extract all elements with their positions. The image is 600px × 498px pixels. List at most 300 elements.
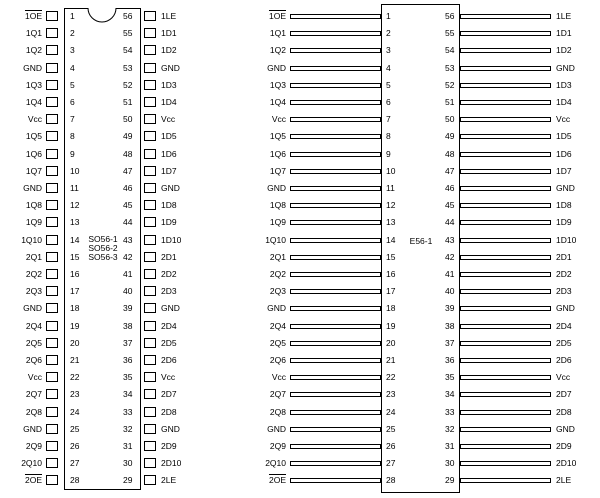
so56-pin-number-7: 7 — [70, 114, 75, 125]
so56-pin-label-44: 1D9 — [161, 217, 177, 228]
e56-pin-2-lead — [290, 31, 381, 36]
e56-pin-number-6: 6 — [386, 97, 391, 107]
e56-pin-46-lead — [460, 186, 551, 191]
so56-pin-31-lead — [144, 441, 156, 451]
so56-pin-label-8: 1Q5 — [25, 131, 42, 142]
e56-pin-9-lead — [290, 152, 381, 157]
e56-pin-number-10: 10 — [386, 165, 396, 176]
so56-pin-6-lead — [46, 97, 58, 107]
e56-pin-40-lead — [460, 289, 551, 294]
e56-package-body — [381, 4, 460, 493]
e56-pin-56-lead — [460, 14, 551, 19]
e56-pin-number-45: 45 — [445, 200, 455, 211]
e56-pin-label-17: 2Q3 — [269, 286, 286, 297]
e56-pin-label-38: 2D4 — [556, 320, 572, 331]
so56-pin-number-12: 12 — [70, 200, 80, 211]
e56-pin-number-54: 54 — [445, 45, 455, 56]
so56-pin-7-lead — [46, 114, 58, 124]
so56-pin-label-52: 1D3 — [161, 79, 177, 90]
so56-pin-number-1: 1 — [70, 11, 75, 21]
e56-pin-label-56: 1LE — [556, 11, 572, 21]
e56-pin-number-44: 44 — [445, 217, 455, 228]
so56-pin-number-30: 30 — [123, 458, 133, 469]
e56-pin-label-8: 1Q5 — [269, 131, 286, 142]
so56-pin-35-lead — [144, 372, 156, 382]
so56-pin-14-lead — [46, 235, 58, 245]
so56-pin-number-26: 26 — [70, 441, 80, 451]
e56-pin-label-46: GND — [556, 183, 575, 193]
so56-pin-label-7: Vcc — [27, 114, 42, 125]
e56-pin-label-19: 2Q4 — [269, 320, 286, 331]
e56-pin-number-13: 13 — [386, 217, 396, 228]
so56-pin-label-21: 2Q6 — [25, 355, 42, 365]
e56-pin-label-2: 1Q1 — [269, 28, 286, 39]
so56-pin-27-lead — [46, 458, 58, 468]
so56-pin-label-12: 1Q8 — [25, 200, 42, 211]
so56-pin-9-lead — [46, 149, 58, 159]
e56-pin-number-46: 46 — [445, 183, 455, 193]
so56-pin-number-22: 22 — [70, 372, 80, 383]
so56-pin-label-24: 2Q8 — [25, 406, 42, 417]
e56-pin-number-52: 52 — [445, 79, 455, 90]
so56-pin-label-47: 1D7 — [161, 165, 177, 176]
e56-pin-number-11: 11 — [386, 183, 395, 193]
so56-pin-22-lead — [46, 372, 58, 382]
e56-pin-number-16: 16 — [386, 269, 396, 279]
e56-pin-label-48: 1D6 — [556, 148, 572, 159]
so56-pin-number-28: 28 — [70, 475, 80, 486]
so56-pin-19-lead — [46, 321, 58, 331]
so56-pin-17-lead — [46, 286, 58, 296]
so56-pin-11-lead — [46, 183, 58, 193]
e56-pin-number-37: 37 — [445, 337, 455, 348]
e56-pin-23-lead — [290, 392, 381, 397]
so56-pin-number-42: 42 — [123, 251, 133, 262]
so56-pin-number-3: 3 — [70, 45, 75, 56]
e56-pin-50-lead — [460, 117, 551, 122]
e56-pin-label-29: 2LE — [556, 475, 572, 486]
so56-pin-number-17: 17 — [70, 286, 80, 297]
e56-pin-number-51: 51 — [445, 97, 455, 107]
e56-pin-number-48: 48 — [445, 148, 455, 159]
so56-pin-label-35: Vcc — [161, 372, 176, 383]
e56-pin-label-20: 2Q5 — [269, 337, 286, 348]
e56-pin-13-lead — [290, 220, 381, 225]
so56-pin-label-27: 2Q10 — [21, 458, 42, 469]
so56-pin-number-19: 19 — [70, 320, 80, 331]
so56-pin-number-56: 56 — [123, 11, 133, 21]
e56-pin-number-27: 27 — [386, 458, 396, 469]
so56-pin-label-34: 2D7 — [161, 389, 177, 400]
so56-pin-label-37: 2D5 — [161, 337, 177, 348]
e56-pin-label-13: 1Q9 — [269, 217, 286, 228]
e56-pin-14-lead — [290, 238, 381, 243]
so56-pin-48-lead — [144, 149, 156, 159]
so56-pin-number-16: 16 — [70, 269, 80, 279]
e56-pin-29-lead — [460, 478, 551, 483]
e56-pin-54-lead — [460, 48, 551, 53]
e56-pin-number-14: 14 — [386, 234, 396, 245]
e56-pin-number-22: 22 — [386, 372, 396, 383]
e56-pin-number-3: 3 — [386, 45, 391, 56]
so56-pin-54-lead — [144, 45, 156, 55]
so56-pin-number-45: 45 — [123, 200, 133, 211]
e56-pin-label-9: 1Q6 — [269, 148, 286, 159]
so56-pin-number-53: 53 — [123, 62, 133, 73]
so56-pin-43-lead — [144, 235, 156, 245]
e56-pin-number-2: 2 — [386, 28, 391, 39]
so56-pin-23-lead — [46, 389, 58, 399]
so56-pin-number-5: 5 — [70, 79, 75, 90]
e56-pin-number-29: 29 — [445, 475, 455, 486]
e56-pin-25-lead — [290, 427, 381, 432]
so56-pin-number-20: 20 — [70, 337, 80, 348]
e56-pin-35-lead — [460, 375, 551, 380]
so56-pin-label-51: 1D4 — [161, 97, 177, 107]
e56-pin-number-17: 17 — [386, 286, 396, 297]
e56-pin-number-41: 41 — [445, 269, 455, 279]
so56-pin-number-52: 52 — [123, 79, 133, 90]
so56-pin-39-lead — [144, 303, 156, 313]
e56-pin-label-36: 2D6 — [556, 355, 572, 365]
so56-pin-30-lead — [144, 458, 156, 468]
e56-pin-8-lead — [290, 134, 381, 139]
so56-pin-49-lead — [144, 131, 156, 141]
e56-pin-36-lead — [460, 358, 551, 363]
e56-pin-18-lead — [290, 306, 381, 311]
so56-pin-label-9: 1Q6 — [25, 148, 42, 159]
e56-pin-number-26: 26 — [386, 441, 396, 451]
so56-pin-number-13: 13 — [70, 217, 80, 228]
so56-pin-label-13: 1Q9 — [25, 217, 42, 228]
e56-pin-label-37: 2D5 — [556, 337, 572, 348]
e56-pin-number-49: 49 — [445, 131, 455, 142]
e56-pin-6-lead — [290, 100, 381, 105]
so56-pin-25-lead — [46, 424, 58, 434]
e56-pin-39-lead — [460, 306, 551, 311]
so56-pin-12-lead — [46, 200, 58, 210]
e56-pin-label-33: 2D8 — [556, 406, 572, 417]
so56-pin-label-5: 1Q3 — [25, 79, 42, 90]
so56-pin-number-2: 2 — [70, 28, 75, 39]
so56-pin-2-lead — [46, 28, 58, 38]
e56-pin-label-41: 2D2 — [556, 269, 572, 279]
so56-pin-13-lead — [46, 217, 58, 227]
so56-pin-50-lead — [144, 114, 156, 124]
e56-pin-number-28: 28 — [386, 475, 396, 486]
so56-pin-number-32: 32 — [123, 423, 133, 434]
e56-pin-label-25: GND — [267, 423, 286, 434]
e56-pin-label-49: 1D5 — [556, 131, 572, 142]
e56-pin-number-42: 42 — [445, 251, 455, 262]
so56-pin-37-lead — [144, 338, 156, 348]
so56-pin-number-8: 8 — [70, 131, 75, 142]
e56-pin-number-30: 30 — [445, 458, 455, 469]
so56-pin-52-lead — [144, 80, 156, 90]
e56-pin-number-40: 40 — [445, 286, 455, 297]
so56-pin-label-15: 2Q1 — [25, 251, 42, 262]
so56-pin-38-lead — [144, 321, 156, 331]
so56-pin-number-29: 29 — [123, 475, 133, 486]
so56-pin-10-lead — [46, 166, 58, 176]
e56-pin-number-47: 47 — [445, 165, 455, 176]
so56-pin-label-36: 2D6 — [161, 355, 177, 365]
so56-pin-number-36: 36 — [123, 355, 133, 365]
e56-pin-label-6: 1Q4 — [269, 97, 286, 107]
so56-pin-5-lead — [46, 80, 58, 90]
so56-pin-label-42: 2D1 — [161, 251, 177, 262]
e56-pin-21-lead — [290, 358, 381, 363]
so56-pin-51-lead — [144, 97, 156, 107]
e56-pin-label-54: 1D2 — [556, 45, 572, 56]
so56-pin-40-lead — [144, 286, 156, 296]
e56-pin-label-3: 1Q2 — [269, 45, 286, 56]
e56-pin-label-52: 1D3 — [556, 79, 572, 90]
e56-pin-number-21: 21 — [386, 355, 396, 365]
e56-pin-number-32: 32 — [445, 423, 455, 434]
so56-pin-label-38: 2D4 — [161, 320, 177, 331]
e56-pin-label-28: 2OE — [268, 475, 286, 486]
e56-pin-41-lead — [460, 272, 551, 277]
e56-pin-31-lead — [460, 444, 551, 449]
e56-pin-52-lead — [460, 83, 551, 88]
e56-pin-number-35: 35 — [445, 372, 455, 383]
e56-pin-10-lead — [290, 169, 381, 174]
e56-package-label: E56-1 — [409, 236, 433, 246]
so56-pin-number-50: 50 — [123, 114, 133, 125]
so56-pin-number-25: 25 — [70, 423, 80, 434]
e56-pin-label-27: 2Q10 — [265, 458, 286, 469]
so56-pin-label-31: 2D9 — [161, 441, 177, 451]
e56-pin-number-7: 7 — [386, 114, 391, 125]
so56-pin-label-22: Vcc — [27, 372, 42, 383]
e56-pin-34-lead — [460, 392, 551, 397]
so56-pin-label-6: 1Q4 — [25, 97, 42, 107]
so56-pin-label-39: GND — [161, 303, 180, 314]
so56-pin-label-49: 1D5 — [161, 131, 177, 142]
e56-pin-7-lead — [290, 117, 381, 122]
so56-pin-number-10: 10 — [70, 165, 80, 176]
so56-pin-number-44: 44 — [123, 217, 133, 228]
e56-pin-label-55: 1D1 — [556, 28, 572, 39]
e56-pin-label-47: 1D7 — [556, 165, 572, 176]
e56-pin-number-15: 15 — [386, 251, 396, 262]
so56-pin-36-lead — [144, 355, 156, 365]
so56-pin-number-33: 33 — [123, 406, 133, 417]
e56-pin-15-lead — [290, 255, 381, 260]
e56-pin-label-50: Vcc — [556, 114, 571, 125]
e56-pin-label-51: 1D4 — [556, 97, 572, 107]
so56-pin-21-lead — [46, 355, 58, 365]
e56-pin-label-26: 2Q9 — [269, 441, 286, 451]
so56-pin-label-50: Vcc — [161, 114, 176, 125]
so56-pin-label-41: 2D2 — [161, 269, 177, 279]
so56-pin-number-4: 4 — [70, 62, 75, 73]
so56-pin-label-11: GND — [23, 183, 42, 193]
e56-pin-number-56: 56 — [445, 11, 455, 21]
so56-pin-16-lead — [46, 269, 58, 279]
so56-pin-label-56: 1LE — [161, 11, 177, 21]
so56-pin-label-25: GND — [23, 423, 42, 434]
e56-pin-28-lead — [290, 478, 381, 483]
so56-pin-label-45: 1D8 — [161, 200, 177, 211]
so56-pin-number-43: 43 — [123, 234, 133, 245]
so56-pin-1-lead — [46, 11, 58, 21]
e56-pin-5-lead — [290, 83, 381, 88]
so56-pin-label-32: GND — [161, 423, 180, 434]
so56-pin-20-lead — [46, 338, 58, 348]
e56-pin-3-lead — [290, 48, 381, 53]
e56-pin-11-lead — [290, 186, 381, 191]
e56-pin-number-5: 5 — [386, 79, 391, 90]
e56-pin-label-7: Vcc — [271, 114, 286, 125]
so56-pin-number-37: 37 — [123, 337, 133, 348]
e56-pin-47-lead — [460, 169, 551, 174]
so56-pin-number-38: 38 — [123, 320, 133, 331]
so56-pin-number-15: 15 — [70, 251, 80, 262]
e56-pin-number-53: 53 — [445, 62, 455, 73]
so56-pin-3-lead — [46, 45, 58, 55]
e56-pin-label-44: 1D9 — [556, 217, 572, 228]
so56-pin-number-47: 47 — [123, 165, 133, 176]
so56-pin-29-lead — [144, 475, 156, 485]
e56-pin-label-39: GND — [556, 303, 575, 314]
so56-pin-number-21: 21 — [70, 355, 80, 365]
e56-pin-label-32: GND — [556, 423, 575, 434]
so56-pin-label-33: 2D8 — [161, 406, 177, 417]
e56-pin-label-18: GND — [267, 303, 286, 314]
e56-pin-label-24: 2Q8 — [269, 406, 286, 417]
so56-pin-label-19: 2Q4 — [25, 320, 42, 331]
e56-pin-number-4: 4 — [386, 62, 391, 73]
so56-pin-18-lead — [46, 303, 58, 313]
so56-pin-number-54: 54 — [123, 45, 133, 56]
e56-pin-number-50: 50 — [445, 114, 455, 125]
so56-pin-15-lead — [46, 252, 58, 262]
e56-pin-1-lead — [290, 14, 381, 19]
e56-pin-label-30: 2D10 — [556, 458, 577, 469]
e56-pin-number-34: 34 — [445, 389, 455, 400]
e56-pin-number-12: 12 — [386, 200, 396, 211]
e56-pin-number-43: 43 — [445, 234, 455, 245]
e56-pin-label-40: 2D3 — [556, 286, 572, 297]
so56-pin-32-lead — [144, 424, 156, 434]
so56-pin-41-lead — [144, 269, 156, 279]
e56-pin-label-11: GND — [267, 183, 286, 193]
e56-pin-22-lead — [290, 375, 381, 380]
e56-pin-label-16: 2Q2 — [269, 269, 286, 279]
so56-pin-number-48: 48 — [123, 148, 133, 159]
e56-pin-51-lead — [460, 100, 551, 105]
so56-pin-55-lead — [144, 28, 156, 38]
so56-pin-label-3: 1Q2 — [25, 45, 42, 56]
so56-pin-53-lead — [144, 63, 156, 73]
so56-pin-label-40: 2D3 — [161, 286, 177, 297]
so56-pin-number-27: 27 — [70, 458, 80, 469]
e56-pin-label-21: 2Q6 — [269, 355, 286, 365]
e56-pin-49-lead — [460, 134, 551, 139]
e56-pin-24-lead — [290, 410, 381, 415]
so56-pin-label-29: 2LE — [161, 475, 177, 486]
so56-pin-number-31: 31 — [123, 441, 133, 451]
so56-pin-label-55: 1D1 — [161, 28, 177, 39]
e56-pin-43-lead — [460, 238, 551, 243]
so56-pin-46-lead — [144, 183, 156, 193]
so56-pin-label-46: GND — [161, 183, 180, 193]
so56-pin-label-48: 1D6 — [161, 148, 177, 159]
e56-pin-26-lead — [290, 444, 381, 449]
e56-pin-number-19: 19 — [386, 320, 396, 331]
so56-pin-label-16: 2Q2 — [25, 269, 42, 279]
so56-pin-label-2: 1Q1 — [25, 28, 42, 39]
e56-pin-27-lead — [290, 461, 381, 466]
so56-pin-33-lead — [144, 407, 156, 417]
e56-pin-label-15: 2Q1 — [269, 251, 286, 262]
e56-pin-number-18: 18 — [386, 303, 396, 314]
e56-pin-32-lead — [460, 427, 551, 432]
so56-pin-label-23: 2Q7 — [25, 389, 42, 400]
e56-pin-label-42: 2D1 — [556, 251, 572, 262]
so56-pin-number-34: 34 — [123, 389, 133, 400]
e56-pin-label-12: 1Q8 — [269, 200, 286, 211]
so56-pin-number-49: 49 — [123, 131, 133, 142]
e56-pin-44-lead — [460, 220, 551, 225]
so56-pin-number-46: 46 — [123, 183, 133, 193]
e56-pin-label-10: 1Q7 — [269, 165, 286, 176]
so56-pin-label-54: 1D2 — [161, 45, 177, 56]
so56-pin-4-lead — [46, 63, 58, 73]
e56-pin-number-23: 23 — [386, 389, 396, 400]
so56-pin-label-26: 2Q9 — [25, 441, 42, 451]
so56-pin-number-6: 6 — [70, 97, 75, 107]
so56-package-label: SO56-1 SO56-2 SO56-3 — [88, 234, 118, 262]
e56-pin-label-1: 1OE — [268, 11, 286, 21]
e56-pin-16-lead — [290, 272, 381, 277]
e56-pin-number-24: 24 — [386, 406, 396, 417]
e56-pin-number-36: 36 — [445, 355, 455, 365]
e56-pin-number-38: 38 — [445, 320, 455, 331]
so56-pin-label-17: 2Q3 — [25, 286, 42, 297]
e56-pin-label-45: 1D8 — [556, 200, 572, 211]
so56-pin-label-20: 2Q5 — [25, 337, 42, 348]
so56-pin-number-51: 51 — [123, 97, 133, 107]
e56-pin-55-lead — [460, 31, 551, 36]
so56-pin-label-43: 1D10 — [161, 234, 182, 245]
e56-pin-number-9: 9 — [386, 148, 391, 159]
so56-pin-56-lead — [144, 11, 156, 21]
e56-pin-4-lead — [290, 66, 381, 71]
so56-pin-label-28: 2OE — [24, 475, 42, 486]
so56-pin-label-53: GND — [161, 62, 180, 73]
e56-pin-label-43: 1D10 — [556, 234, 577, 245]
e56-pin-38-lead — [460, 324, 551, 329]
e56-pin-label-23: 2Q7 — [269, 389, 286, 400]
so56-pin-24-lead — [46, 407, 58, 417]
so56-pin-44-lead — [144, 217, 156, 227]
e56-pin-label-5: 1Q3 — [269, 79, 286, 90]
e56-pin-number-55: 55 — [445, 28, 455, 39]
so56-pin-number-35: 35 — [123, 372, 133, 383]
so56-pin-number-23: 23 — [70, 389, 80, 400]
e56-pin-number-20: 20 — [386, 337, 396, 348]
e56-pin-number-1: 1 — [386, 11, 391, 21]
e56-pin-37-lead — [460, 341, 551, 346]
e56-pin-number-8: 8 — [386, 131, 391, 142]
so56-pin-number-11: 11 — [70, 183, 79, 193]
e56-pin-label-35: Vcc — [556, 372, 571, 383]
e56-pin-number-39: 39 — [445, 303, 455, 314]
e56-pin-label-14: 1Q10 — [265, 234, 286, 245]
